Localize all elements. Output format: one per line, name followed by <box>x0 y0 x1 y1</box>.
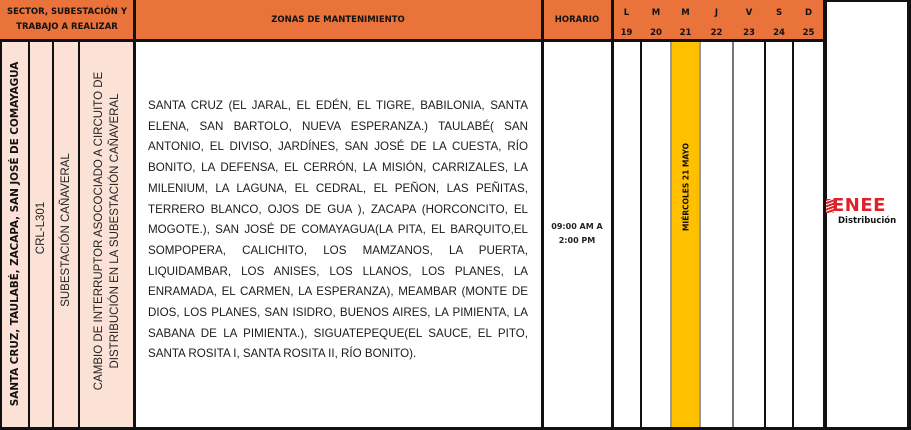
header-day-martes <box>641 0 671 40</box>
header-day-miercoles <box>671 0 700 40</box>
work-text <box>91 72 123 390</box>
grid-line <box>28 40 30 430</box>
sector-text: SANTA CRUZ, TAULABÉ, ZACAPA, SAN JOSÉ DE COMAYAGUA <box>8 61 21 407</box>
day-letter: M <box>651 8 661 18</box>
header-zonas-label: ZONAS DE MANTENIMIENTO <box>271 14 405 25</box>
sector-cell <box>0 40 29 428</box>
day-number: 21 <box>679 28 692 38</box>
grid-line <box>0 39 827 42</box>
header-day-domingo <box>793 0 824 40</box>
enee-logo <box>826 197 911 231</box>
logo-subtitle-text: Distribución <box>838 216 897 226</box>
day-number: 23 <box>743 28 755 38</box>
substation-text: SUBESTACIÓN CAÑAVERAL <box>60 153 72 307</box>
grid-line <box>78 40 80 430</box>
header-horario <box>542 0 612 40</box>
grid-line <box>133 0 136 430</box>
grid-line <box>732 40 734 430</box>
grid-line <box>0 40 2 430</box>
grid-line <box>699 40 701 430</box>
substation-cell <box>53 40 79 428</box>
header-day-lunes <box>612 0 641 40</box>
grid-line <box>670 40 672 430</box>
grid-line <box>823 0 911 2</box>
day-letter: M <box>681 8 690 18</box>
day-number: 24 <box>773 28 785 38</box>
day-letter: V <box>745 8 753 18</box>
work-text-line1: CAMBIO DE INTERRUPTOR ASOCOCIADO A CIRCUITO DE <box>92 71 105 391</box>
scheduled-day-cell <box>671 40 700 428</box>
scheduled-day-label: MIÉRCOLES 21 MAYO <box>681 142 690 232</box>
grid-line <box>52 40 54 430</box>
day-letter: L <box>623 8 630 18</box>
day-letter: D <box>804 8 813 18</box>
day-number: 20 <box>650 28 662 38</box>
header-day-viernes <box>733 0 765 40</box>
logo-brand-text: ENEE <box>832 195 886 216</box>
day-number: 19 <box>620 28 633 38</box>
header-zonas <box>134 0 542 40</box>
header-sector <box>0 0 134 40</box>
grid-line <box>764 40 766 430</box>
day-letter: S <box>775 8 783 18</box>
header-day-sabado <box>765 0 793 40</box>
header-horario-label: HORARIO <box>554 14 600 25</box>
time-line1: 09:00 AM A <box>551 222 603 231</box>
work-cell <box>79 40 134 428</box>
time-line2: 2:00 PM <box>558 236 596 245</box>
maintenance-zones-text: SANTA CRUZ (EL JARAL, EL EDÉN, EL TIGRE, BABILONIA, SANTA ELENA, SAN BARTOLO, NUEVA ESPERANZA.) TAULABÉ( SAN ANTONIO, EL DIVISO, JARDÍNES, SAN JOSÉ DE LA CUESTA, RÍO BONITO, LA DEFENSA, EL CERRÓN, LA MISIÓN, CARRIZALES, LA MILENIUM, LA LAGUNA, EL CEDRAL, EL PEÑON, LAS PEÑITAS, TERRERO BLANCO, OJOS DE GUA ), ZACAPA (HORCONCITO, EL MOGOTE.), SAN JOSÉ DE COMAYAGUA(LA PITA, EL BARQUITO,EL SOMPOPERA, CALICHITO, LOS MAMZANOS, LA PUERTA, LIQUIDAMBAR, LOS ANISES, LOS LLANOS, LOS PLANES, LA ENRAMADA, EL CARMEN, LA ESPERANZA), MEAMBAR (MONTE DE DIOS, LOS PLANES, SAN ISIDRO, BUENOS AIRES, LA PIMIENTA, LA SABANA DE LA PIMIENTA.), SIGUATEPEQUE(EL SAUCE, EL PITO, SANTA ROSITA I, SANTA ROSITA II, RÍO BONITO). <box>148 99 528 361</box>
grid-line <box>541 0 544 430</box>
grid-line <box>611 0 614 430</box>
grid-line <box>792 40 794 430</box>
day-number: 22 <box>710 28 723 38</box>
header-day-jueves <box>700 0 733 40</box>
circuit-cell <box>29 40 53 428</box>
day-number: 25 <box>802 28 815 38</box>
work-text-line2: DISTRIBUCIÓN EN LA SUBESTACIÓN CAÑAVERAL <box>108 93 121 369</box>
grid-line <box>640 40 642 430</box>
schedule-time-text <box>551 220 602 248</box>
header-sector-label: SECTOR, SUBESTACIÓN Y TRABAJO A REALIZAR <box>6 7 128 32</box>
day-letter: J <box>714 8 719 18</box>
circuit-text: CRL-L301 <box>35 201 47 255</box>
schedule-time-cell <box>542 40 612 428</box>
